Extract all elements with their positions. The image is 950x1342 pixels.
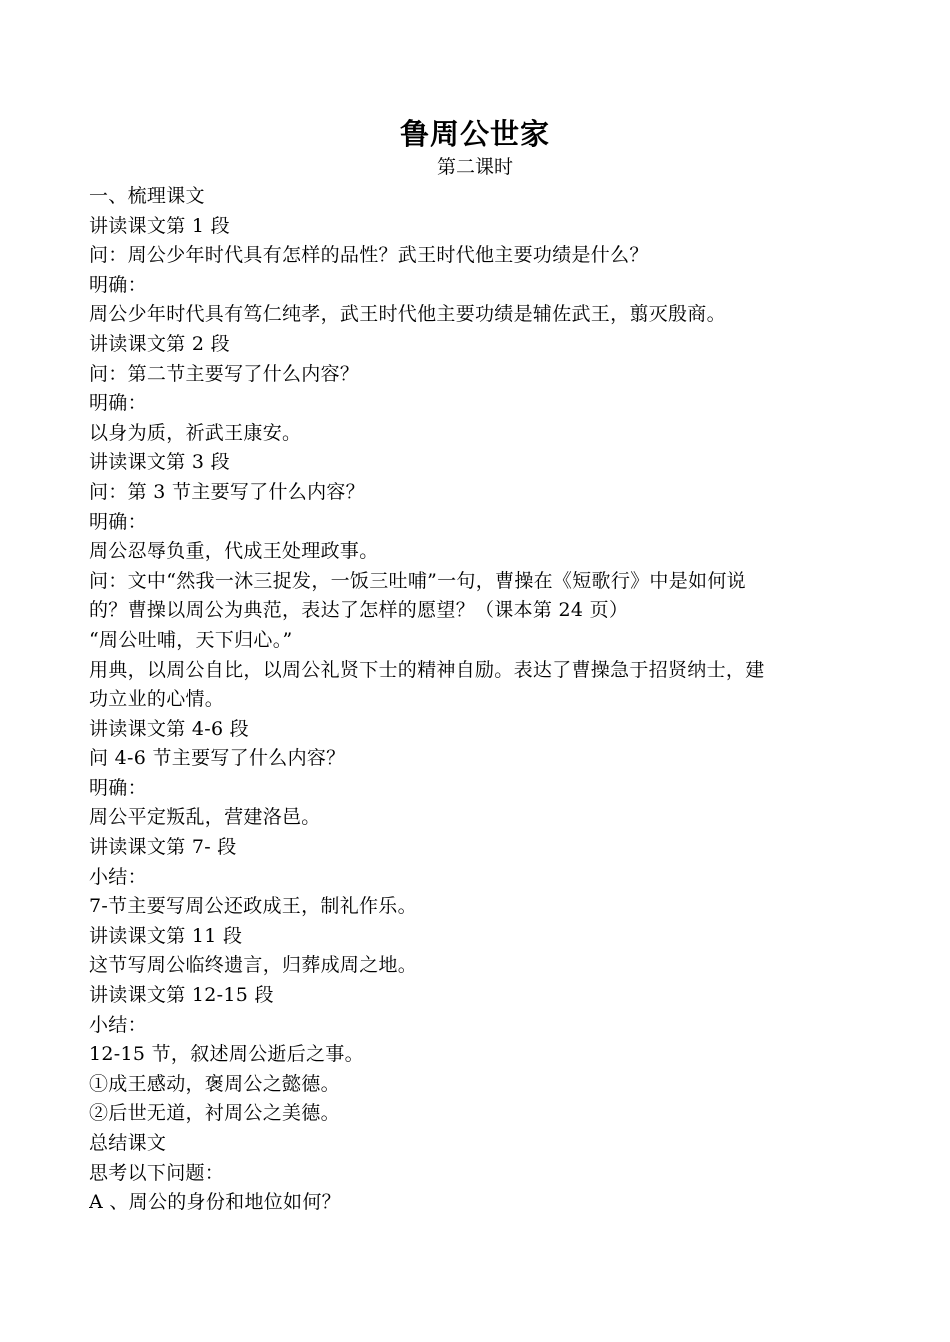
text-line: 明确： (89, 392, 147, 415)
text-line: 周公忍辱负重，代成王处理政事。 (89, 540, 379, 563)
text-line: 问：第 3 节主要写了什么内容？ (89, 480, 365, 503)
document-body (89, 182, 869, 1218)
text-line: 这节写周公临终遗言，归葬成周之地。 (89, 954, 418, 977)
text-line: 周公平定叛乱，营建洛邑。 (89, 806, 321, 829)
text-line: ①成王感动，褒周公之懿德。 (89, 1072, 340, 1095)
text-line: 讲读课文第 11 段 (89, 924, 243, 947)
text-line: 问：周公少年时代具有怎样的品性？武王时代他主要功绩是什么？ (89, 244, 649, 267)
text-line: 思考以下问题： (89, 1161, 225, 1184)
text-line: 明确： (89, 776, 147, 799)
text-line: 问：文中“然我一沐三捉发，一饭三吐哺”一句，曹操在《短歌行》中是如何说 (89, 569, 746, 592)
document-title: 鲁周公世家 (399, 117, 550, 151)
text-line: 问 4-6 节主要写了什么内容？ (89, 747, 346, 770)
text-line: 讲读课文第 12-15 段 (89, 984, 274, 1007)
text-line: 总结课文 (89, 1132, 167, 1154)
text-line: “周公吐哺，天下归心。” (89, 628, 293, 651)
text-line: 小结： (89, 865, 147, 888)
document-subtitle: 第二课时 (436, 156, 513, 178)
text-line: 用典，以周公自比，以周公礼贤下士的精神自励。表达了曹操急于招贤纳士，建 (89, 658, 765, 681)
text-line: 功立业的心情。 (89, 688, 225, 711)
text-line: ②后世无道，衬周公之美德。 (89, 1102, 340, 1125)
text-line: 周公少年时代具有笃仁纯孝，武王时代他主要功绩是辅佐武王，翦灭殷商。 (89, 303, 726, 326)
text-line: 的？曹操以周公为典范，表达了怎样的愿望？（课本第 24 页） (89, 599, 629, 622)
text-line: 小结： (89, 1013, 147, 1036)
text-line: 讲读课文第 4-6 段 (89, 717, 249, 740)
text-line: 12-15 节，叙述周公逝后之事。 (89, 1043, 364, 1066)
text-line: 明确： (89, 510, 147, 533)
text-line: 问：第二节主要写了什么内容？ (89, 362, 360, 385)
text-line: 讲读课文第 1 段 (89, 214, 230, 237)
text-line: 讲读课文第 7- 段 (89, 836, 237, 859)
text-line: 一、梳理课文 (89, 185, 205, 207)
text-line: A 、周公的身份和地位如何？ (89, 1191, 341, 1214)
text-line: 以身为质，祈武王康安。 (89, 421, 302, 444)
text-line: 7-节主要写周公还政成王，制礼作乐。 (89, 895, 417, 918)
text-line: 讲读课文第 2 段 (89, 332, 230, 355)
text-line: 讲读课文第 3 段 (89, 451, 230, 474)
text-line: 明确： (89, 273, 147, 296)
